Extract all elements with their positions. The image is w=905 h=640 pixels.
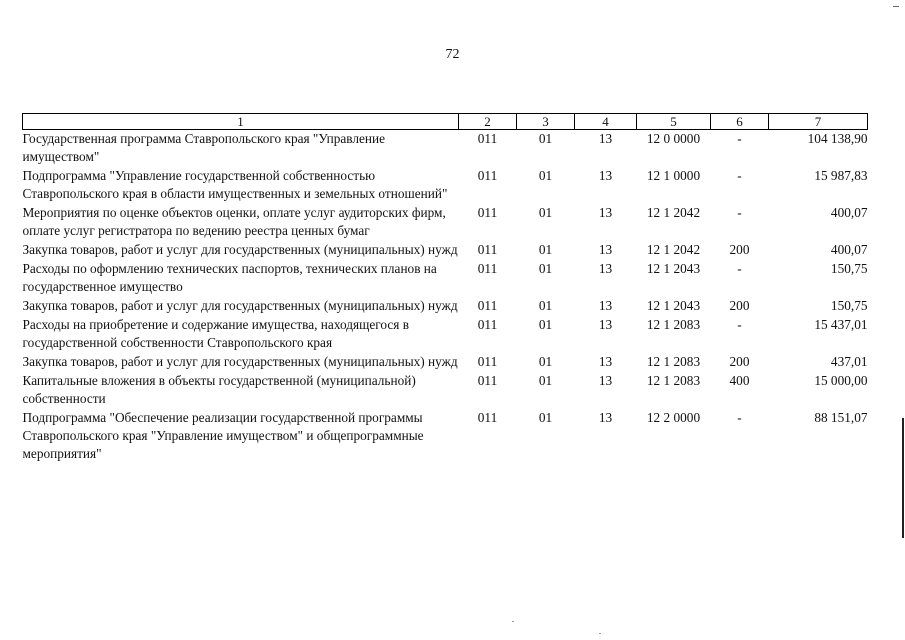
table-row [23, 297, 868, 316]
row-subsection-cell: 13 [598, 354, 613, 369]
row-target-cell: 12 1 2043 [646, 261, 701, 276]
row-section-cell: 01 [538, 373, 553, 388]
row-type-cell: - [737, 317, 742, 332]
row-target-cell: 12 1 2083 [646, 373, 701, 388]
row-type-cell: 400 [729, 373, 750, 388]
page-number: 72 [445, 47, 460, 62]
row-amount-cell: 437,01 [830, 354, 868, 369]
column-header-subsection: 4 [575, 114, 637, 130]
row-subsection-cell: 13 [598, 298, 613, 313]
table-row [23, 260, 868, 297]
scan-edge-mark-top [893, 6, 899, 7]
row-section-cell: 01 [538, 317, 553, 332]
row-subsection-cell: 13 [598, 168, 613, 183]
row-subsection-cell: 13 [598, 410, 613, 425]
row-amount-cell: 400,07 [830, 242, 868, 257]
row-subsection-cell: 13 [598, 373, 613, 388]
row-type-cell: - [737, 168, 742, 183]
row-target-cell: 12 1 2042 [646, 242, 701, 257]
row-admin-cell: 011 [477, 373, 498, 388]
row-section-cell: 01 [538, 261, 553, 276]
row-section-cell: 01 [538, 131, 553, 146]
row-section-cell: 01 [538, 242, 553, 257]
table-row [23, 372, 868, 409]
row-name-cell: Подпрограмма "Управление государственной собственностью Ставропольского края в области имущественных и земельных отношений" [22, 168, 448, 201]
table-row [23, 409, 868, 464]
column-header-amount: 7 [769, 114, 868, 130]
row-type-cell: - [737, 261, 742, 276]
row-type-cell: - [737, 205, 742, 220]
row-amount-cell: 150,75 [830, 298, 868, 313]
row-section-cell: 01 [538, 205, 553, 220]
row-section-cell: 01 [538, 410, 553, 425]
scan-speck [512, 621, 514, 622]
row-type-cell: 200 [729, 354, 750, 369]
row-admin-cell: 011 [477, 261, 498, 276]
table-row [23, 353, 868, 372]
row-target-cell: 12 2 0000 [646, 410, 701, 425]
row-admin-cell: 011 [477, 410, 498, 425]
row-section-cell: 01 [538, 354, 553, 369]
table-row [23, 204, 868, 241]
table-row [23, 241, 868, 260]
row-name-cell: Закупка товаров, работ и услуг для государственных (муниципальных) нужд [22, 298, 458, 313]
row-amount-cell: 15 437,01 [814, 317, 868, 332]
row-type-cell: - [737, 410, 742, 425]
row-admin-cell: 011 [477, 168, 498, 183]
row-amount-cell: 15 000,00 [814, 373, 868, 388]
row-subsection-cell: 13 [598, 131, 613, 146]
row-target-cell: 12 1 2083 [646, 354, 701, 369]
row-amount-cell: 88 151,07 [814, 410, 868, 425]
column-header-target: 5 [637, 114, 711, 130]
row-amount-cell: 400,07 [830, 205, 868, 220]
row-admin-cell: 011 [477, 298, 498, 313]
budget-table [22, 113, 868, 464]
row-subsection-cell: 13 [598, 205, 613, 220]
row-name-cell: Расходы по оформлению технических паспортов, технических планов на государственное имущество [22, 261, 437, 294]
row-target-cell: 12 0 0000 [646, 131, 701, 146]
column-header-name: 1 [23, 114, 459, 130]
table-row [23, 130, 868, 168]
row-admin-cell: 011 [477, 205, 498, 220]
row-section-cell: 01 [538, 298, 553, 313]
row-target-cell: 12 1 2043 [646, 298, 701, 313]
row-admin-cell: 011 [477, 131, 498, 146]
scan-edge-mark [902, 418, 904, 538]
row-target-cell: 12 1 0000 [646, 168, 701, 183]
row-admin-cell: 011 [477, 354, 498, 369]
table-row [23, 167, 868, 204]
row-type-cell: 200 [729, 298, 750, 313]
row-name-cell: Капитальные вложения в объекты государственной (муниципальной) собственности [22, 373, 416, 406]
row-name-cell: Закупка товаров, работ и услуг для государственных (муниципальных) нужд [22, 354, 458, 369]
row-name-cell: Мероприятия по оценке объектов оценки, оплате услуг аудиторских фирм, оплате услуг регистратора по ведению реестра ценных бумаг [22, 205, 446, 238]
row-type-cell: - [737, 131, 742, 146]
row-target-cell: 12 1 2083 [646, 317, 701, 332]
row-amount-cell: 104 138,90 [807, 131, 868, 146]
row-amount-cell: 150,75 [830, 261, 868, 276]
row-type-cell: 200 [729, 242, 750, 257]
row-name-cell: Расходы на приобретение и содержание имущества, находящегося в государственной собственности Ставропольского края [22, 317, 409, 350]
table-body [23, 130, 868, 465]
row-amount-cell: 15 987,83 [814, 168, 868, 183]
column-header-type: 6 [711, 114, 769, 130]
row-admin-cell: 011 [477, 242, 498, 257]
column-header-admin: 2 [459, 114, 517, 130]
column-header-section: 3 [517, 114, 575, 130]
row-name-cell: Закупка товаров, работ и услуг для государственных (муниципальных) нужд [22, 242, 458, 257]
table-header-row [23, 114, 868, 130]
row-subsection-cell: 13 [598, 317, 613, 332]
scan-speck [599, 633, 601, 634]
row-name-cell: Государственная программа Ставропольского края "Управление имуществом" [22, 131, 386, 164]
row-section-cell: 01 [538, 168, 553, 183]
row-admin-cell: 011 [477, 317, 498, 332]
row-subsection-cell: 13 [598, 242, 613, 257]
row-name-cell: Подпрограмма "Обеспечение реализации государственной программы Ставропольского края "Управление имуществом" и общепрограммные мероприятия" [22, 410, 424, 461]
row-target-cell: 12 1 2042 [646, 205, 701, 220]
row-subsection-cell: 13 [598, 261, 613, 276]
table-row [23, 316, 868, 353]
